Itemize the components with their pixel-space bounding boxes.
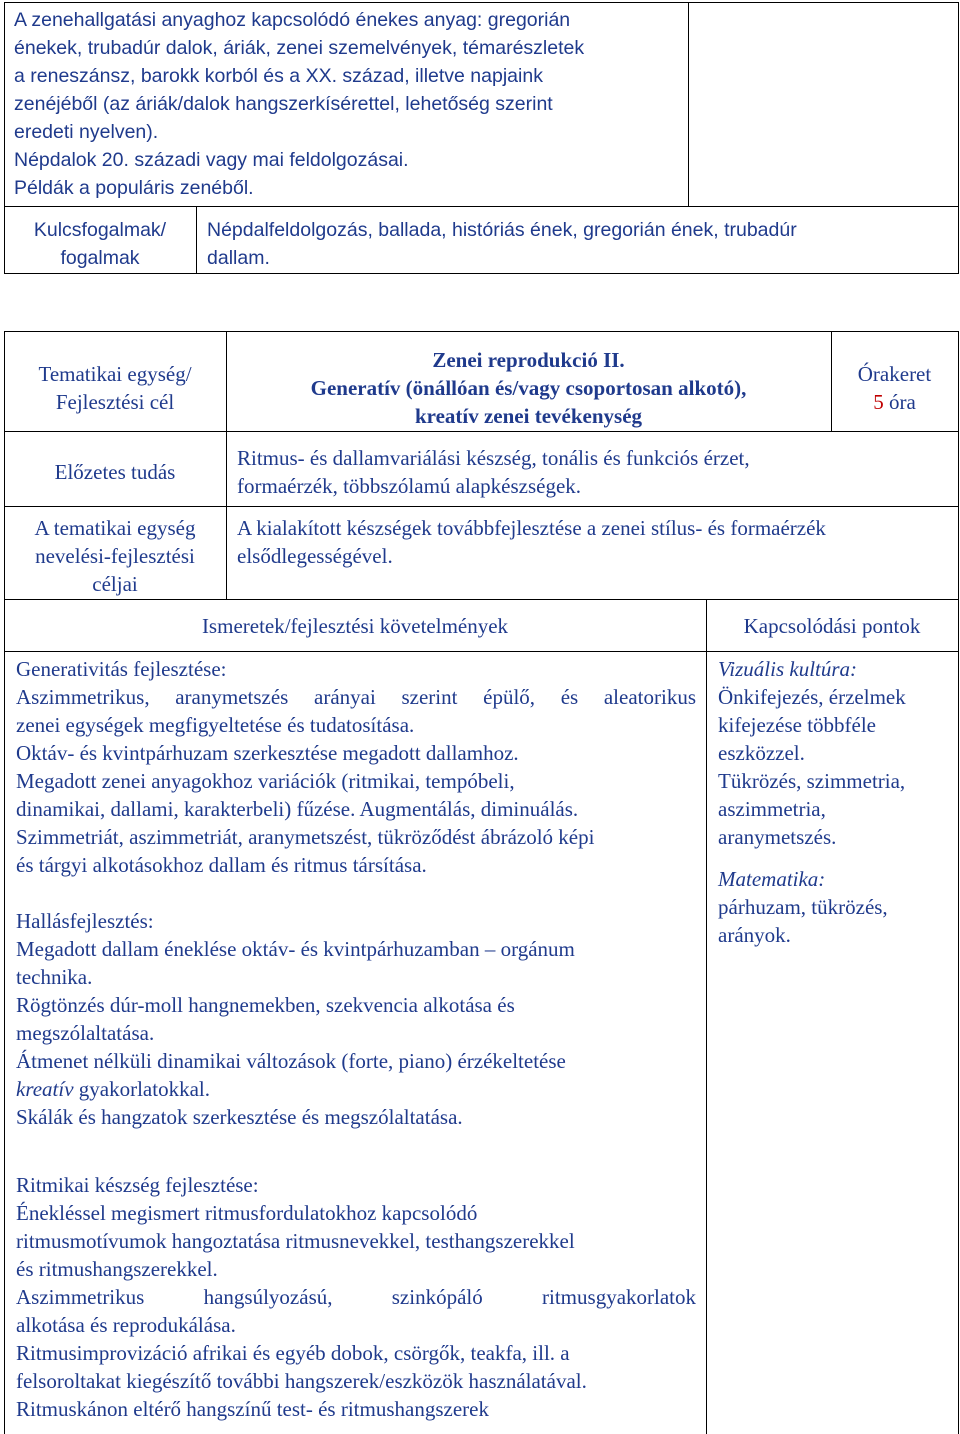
header-text: Ismeretek/fejlesztési követelmények [201, 614, 509, 638]
celjai-value [237, 514, 952, 570]
subject-label: Vizuális kultúra: [718, 657, 858, 681]
content-line: A zenehallgatási anyaghoz kapcsolódó énekes anyag: gregorián [14, 9, 571, 31]
content-line: arányok. [718, 923, 791, 947]
content-line: zenei egységek megfigyeltetése és tudatosítása. [16, 713, 415, 737]
kapcsolodasi-content [718, 655, 953, 949]
content-line: énekek, trubadúr dalok, áriák, zenei szemelvények, témarészletek [14, 37, 585, 59]
content-line: Rögtönzés dúr-moll hangnemekben, szekvencia alkotása és [16, 993, 515, 1017]
table-divider [688, 2, 689, 206]
content-line: ritmusmotívumok hangoztatása ritmusnevekkel, testhangszerekkel [16, 1229, 575, 1253]
content-line: Népdalok 20. századi vagy mai feldolgozásai. [14, 149, 409, 171]
song-material-cell [14, 6, 684, 202]
value-line: formaérzék, többszólamú alapkészségek. [237, 474, 582, 498]
content-line: alkotása és reprodukálása. [16, 1313, 236, 1337]
content-line: a reneszánsz, barokk korból és a XX. század, illetve napjaink [14, 65, 543, 87]
label-line: Előzetes tudás [54, 460, 176, 484]
subject-label: Matematika: [718, 867, 826, 891]
unit-subtitle: kreatív zenei tevékenység [414, 404, 643, 428]
content-line: Énekléssel megismert ritmusfordulatokhoz kapcsolódó [16, 1201, 478, 1225]
table-row-divider [4, 506, 959, 507]
kapcsolodasi-header [706, 612, 958, 640]
unit-title-cell [226, 346, 831, 430]
table-divider [706, 599, 707, 1434]
table-divider [196, 206, 197, 274]
label-line: A tematikai egység [34, 516, 196, 540]
elozetes-tudas-value [237, 444, 952, 500]
label-line: Tematikai egység/ [38, 362, 192, 386]
hours-value: 5 [873, 390, 884, 414]
content-line: felsoroltakat kiegészítő további hangszerek/eszközök használatával. [16, 1369, 587, 1393]
ismeretek-content [16, 655, 696, 1423]
content-line: kifejezése többféle [718, 713, 876, 737]
content-line: aranymetszés. [718, 825, 837, 849]
value-line: dallam. [207, 247, 270, 269]
section-heading: Generativitás fejlesztése: [16, 657, 227, 681]
unit-title: Zenei reprodukció II. [432, 348, 625, 372]
content-line: Ritmuskánon eltérő hangszínű test- és ritmushangszerek [16, 1397, 489, 1421]
content-line: technika. [16, 965, 93, 989]
table-border-top [4, 2, 959, 3]
value-line: elsődlegességével. [237, 544, 393, 568]
content-text: gyakorlatokkal. [73, 1077, 210, 1101]
ismeretek-header [4, 612, 706, 640]
content-line: zenéjéből (az áriák/dalok hangszerkísérettel, lehetőség szerint [14, 93, 553, 115]
table-row-divider [4, 651, 959, 652]
content-line: Tükrözés, szimmetria, [718, 769, 906, 793]
content-line: és tárgyi alkotásokhoz dallam és ritmus társítása. [16, 853, 427, 877]
hours-unit: óra [888, 390, 916, 414]
value-line: A kialakított készségek továbbfejlesztése a zenei stílus- és formaérzék [237, 516, 826, 540]
orakeret-cell [831, 360, 958, 416]
label-line: céljai [92, 572, 138, 596]
label-line: fogalmak [60, 247, 140, 269]
label-line: Kulcsfogalmak/ [33, 219, 167, 241]
table-row-divider [4, 206, 959, 207]
table-border-left [4, 331, 5, 1434]
table-border-bottom [4, 273, 959, 274]
header-text: Kapcsolódási pontok [743, 614, 921, 638]
table-border-top [4, 331, 959, 332]
label-line: Fejlesztési cél [55, 390, 175, 414]
table-row-divider [4, 599, 959, 600]
content-line: Aszimmetrikus hangsúlyozású, szinkópáló ritmusgyakorlatok [16, 1285, 696, 1309]
content-line: megszólaltatása. [16, 1021, 155, 1045]
content-line [16, 1075, 696, 1103]
content-line: Aszimmetrikus, aranymetszés arányai szerint épülő, és aleatorikus [16, 685, 696, 709]
table-row-divider [4, 431, 959, 432]
kulcsfogalmak-value [207, 216, 952, 272]
celjai-label [4, 514, 226, 598]
section-heading: Ritmikai készség fejlesztése: [16, 1173, 259, 1197]
value-line: Ritmus- és dallamvariálási készség, tonális és funkciós érzet, [237, 446, 750, 470]
kulcsfogalmak-label [4, 216, 196, 272]
value-line: Népdalfeldolgozás, ballada, históriás ének, gregorián ének, trubadúr [207, 219, 797, 241]
content-line: és ritmushangszerekkel. [16, 1257, 218, 1281]
content-line: Önkifejezés, érzelmek [718, 685, 906, 709]
content-line: aszimmetria, [718, 797, 826, 821]
unit-subtitle: Generatív (önállóan és/vagy csoportosan alkotó), [310, 376, 747, 400]
table-border-right [958, 331, 959, 1434]
elozetes-tudas-label [4, 458, 226, 486]
section-heading: Hallásfejlesztés: [16, 909, 154, 933]
content-line: Megadott dallam éneklése oktáv- és kvintpárhuzamban – orgánum [16, 937, 575, 961]
content-line: eredeti nyelven). [14, 121, 159, 143]
italic-word: kreatív [16, 1077, 74, 1101]
orakeret-label: Órakeret [857, 362, 932, 386]
content-line: Skálák és hangzatok szerkesztése és megszólaltatása. [16, 1105, 463, 1129]
table-border-right [958, 2, 959, 274]
content-line: dinamikai, dallami, karakterbeli) fűzése. Augmentálás, diminuálás. [16, 797, 579, 821]
content-line: eszközzel. [718, 741, 805, 765]
content-line: Oktáv- és kvintpárhuzam szerkesztése megadott dallamhoz. [16, 741, 519, 765]
content-line: párhuzam, tükrözés, [718, 895, 888, 919]
content-line: Példák a populáris zenéből. [14, 177, 254, 199]
tematikai-egyseg-label [4, 360, 226, 416]
content-line: Ritmusimprovizáció afrikai és egyéb dobok, csörgők, teakfa, ill. a [16, 1341, 570, 1365]
label-line: nevelési-fejlesztési [35, 544, 195, 568]
content-line: Átmenet nélküli dinamikai változások (forte, piano) érzékeltetése [16, 1049, 566, 1073]
content-line: Megadott zenei anyagokhoz variációk (ritmikai, tempóbeli, [16, 769, 515, 793]
content-line: Szimmetriát, aszimmetriát, aranymetszést, tükröződést ábrázoló képi [16, 825, 595, 849]
